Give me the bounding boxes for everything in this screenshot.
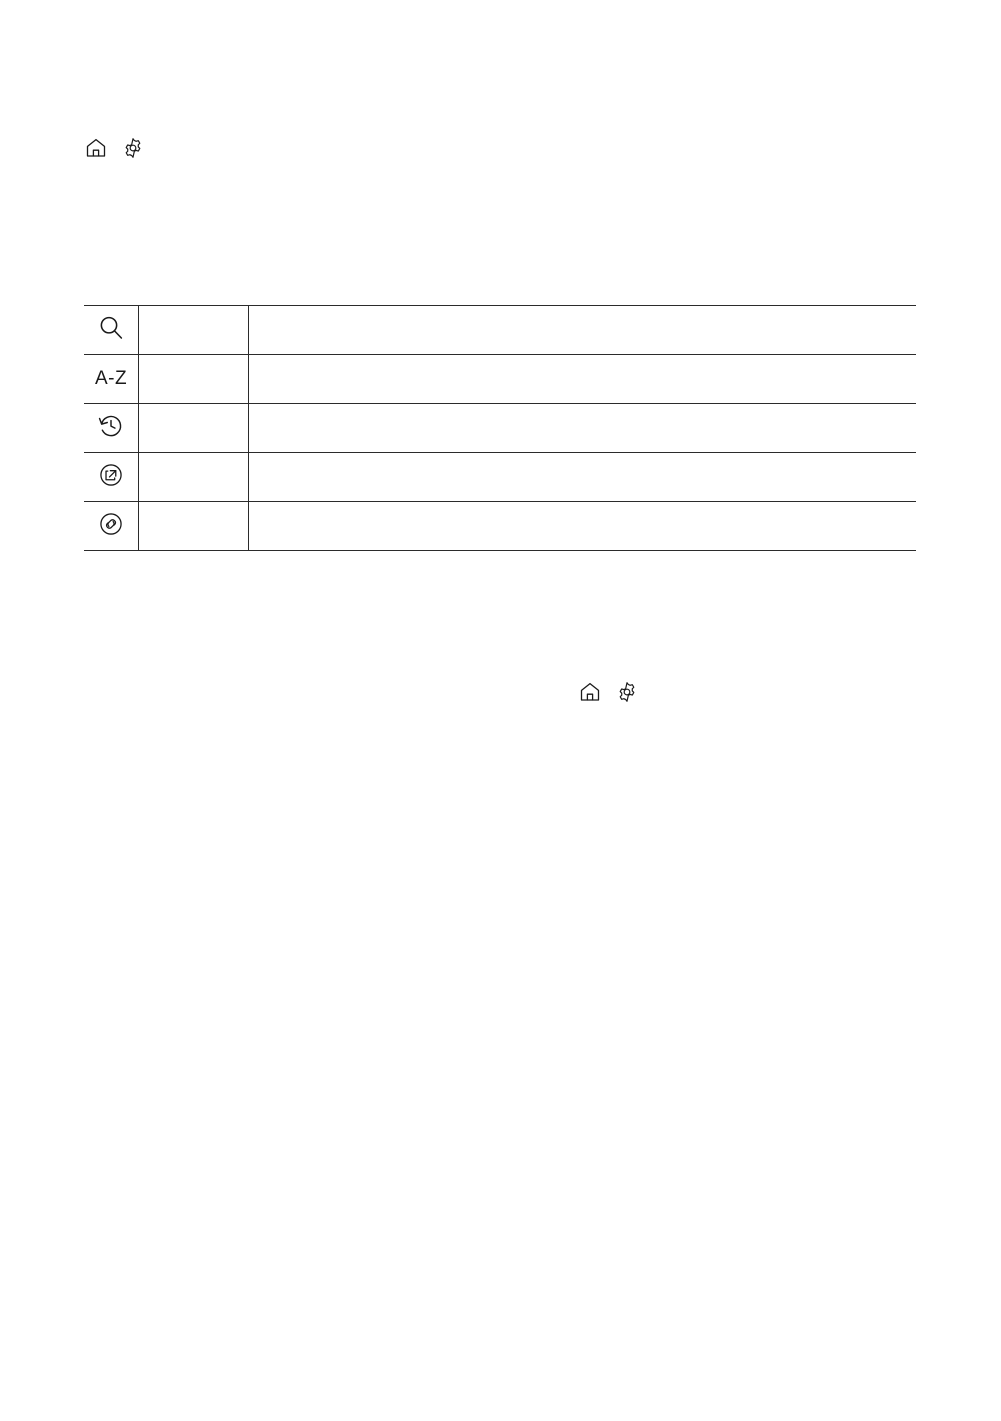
link-chain-icon: [98, 511, 124, 537]
gear-icon[interactable]: [616, 681, 638, 703]
legend-icon-cell: [84, 306, 139, 355]
legend-icon-cell: [84, 404, 139, 453]
legend-icon-cell: [84, 355, 139, 404]
history-clock-icon: [97, 412, 125, 440]
legend-term-cell: [139, 306, 249, 355]
home-icon[interactable]: [84, 136, 108, 160]
search-icon: [96, 313, 126, 343]
table-row: [84, 502, 916, 551]
table-row: [84, 306, 916, 355]
table-row: [84, 355, 916, 404]
home-icon[interactable]: [578, 680, 602, 704]
icon-legend-table: [84, 305, 916, 551]
legend-description-cell: [249, 502, 917, 551]
legend-description-cell: [249, 453, 917, 502]
legend-icon-cell: [84, 502, 139, 551]
a-z-icon: A-Z: [94, 368, 128, 389]
legend-term-cell: [139, 453, 249, 502]
legend-term-cell: [139, 355, 249, 404]
legend-description-cell: [249, 404, 917, 453]
gear-icon[interactable]: [122, 137, 144, 159]
legend-description-cell: [249, 355, 917, 404]
table-row: [84, 404, 916, 453]
header-icon-pair: [84, 136, 144, 160]
legend-description-cell: [249, 306, 917, 355]
legend-icon-cell: [84, 453, 139, 502]
legend-term-cell: [139, 502, 249, 551]
legend-term-cell: [139, 404, 249, 453]
inline-icon-pair: [578, 680, 638, 704]
external-link-icon: [98, 462, 124, 488]
table-row: [84, 453, 916, 502]
